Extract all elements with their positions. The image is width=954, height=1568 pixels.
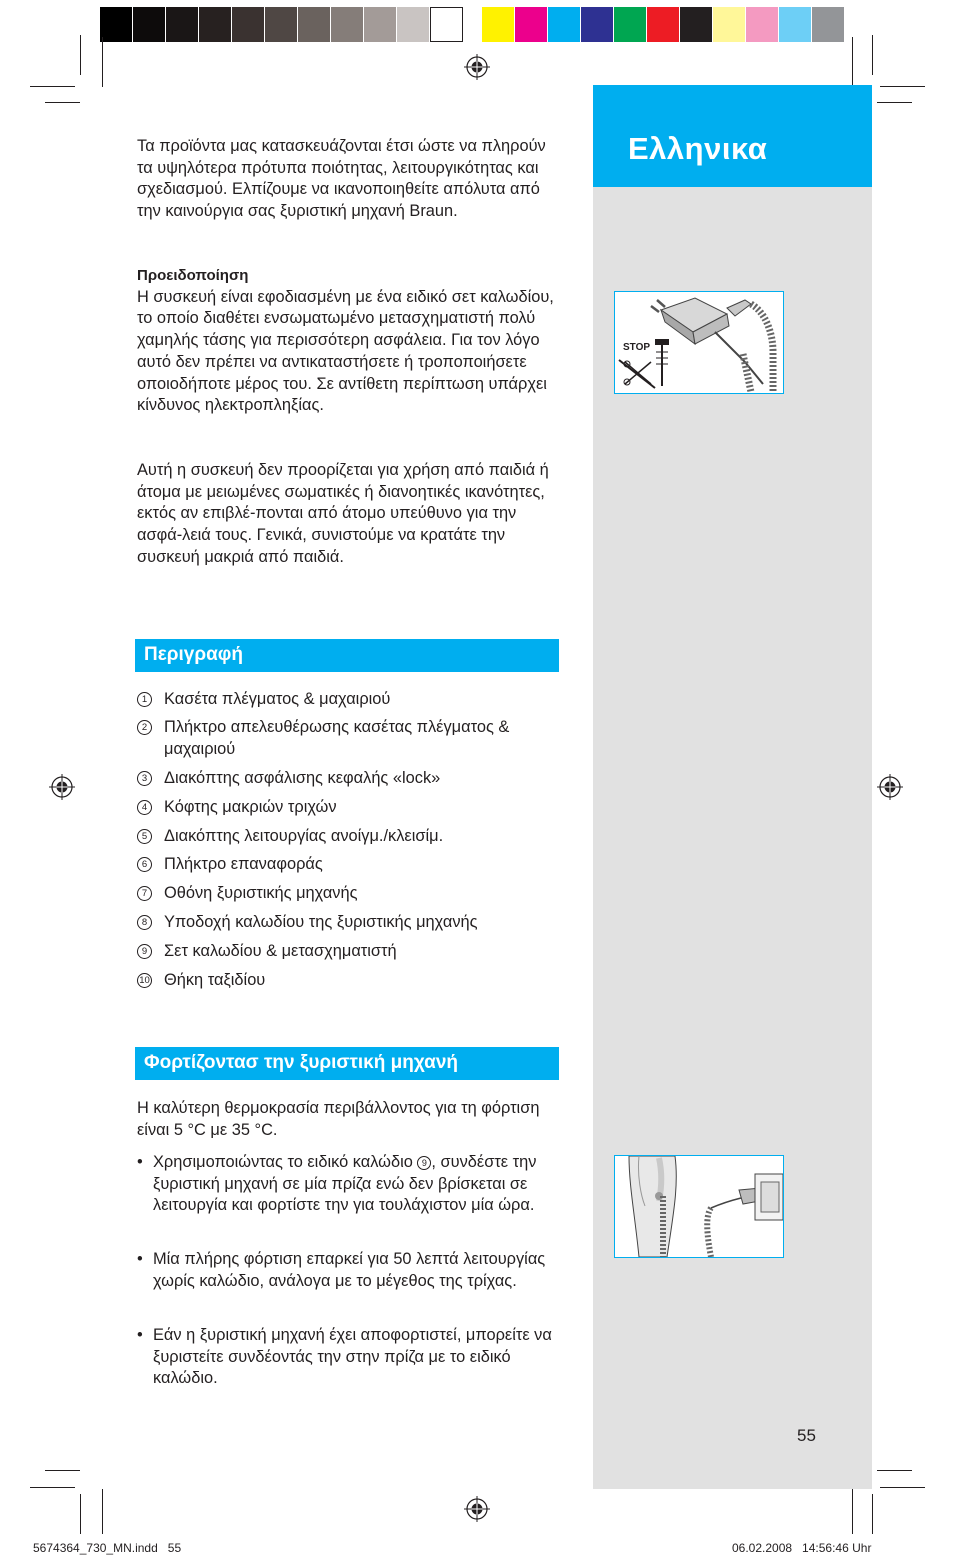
- process-swatch: [581, 7, 614, 42]
- crop-mark: [102, 37, 103, 87]
- crop-mark: [880, 86, 925, 87]
- crop-mark: [877, 102, 912, 103]
- grayscale-swatch: [298, 7, 331, 42]
- process-swatch: [548, 7, 581, 42]
- grayscale-swatch: [199, 7, 232, 42]
- process-swatch: [746, 7, 779, 42]
- footer-file-info: 5674364_730_MN.indd 55: [33, 1541, 182, 1555]
- warning-text: Η συσκευή είναι εφοδιασμένη με ένα ειδικό σετ καλωδίου, το οποίο διαθέτει ενσωματωμένο μετασχηματιστή πολύ χαμηλής τάσης για περισσότερη ασφάλεια. Για τον λόγο αυτό δεν πρέπει να αντικαταστήσετε ή τροποποιήσετε οποιοδήποτε μέρος του. Σε αντίθετη περίπτωση υπάρχει κίνδυνος ηλεκτροπληξίας.: [137, 287, 554, 415]
- warning-heading: Προειδοποίηση: [137, 267, 249, 284]
- bullet-text: Μία πλήρης φόρτιση επαρκεί για 50 λεπτά λειτουργίας χωρίς καλώδιο, ανάλογα με το μέγεθος της τρίχας.: [153, 1250, 546, 1290]
- item-number-badge: 10: [137, 973, 152, 988]
- crop-mark: [30, 86, 75, 87]
- process-swatch: [713, 7, 746, 42]
- item-label: Σετ καλωδίου & μετασχηματιστή: [164, 942, 397, 960]
- stop-label: STOP: [623, 342, 651, 353]
- crop-mark: [872, 1494, 873, 1534]
- item-label: Πλήκτρο απελευθέρωσης κασέτας πλέγματος & μαχαιριού: [164, 718, 510, 758]
- crop-mark: [80, 1494, 81, 1534]
- bullet-text-start: Χρησιμοποιώντας το ειδικό καλώδιο: [153, 1153, 418, 1171]
- temperature-paragraph: [137, 1098, 557, 1141]
- item-label: Θήκη ταξιδίου: [164, 971, 266, 989]
- item-number-badge: 6: [137, 857, 152, 872]
- grayscale-color-bar: [100, 7, 463, 42]
- shaver-charging-illustration-icon: [615, 1156, 783, 1257]
- children-text: Αυτή η συσκευή δεν προορίζεται για χρήση από παιδιά ή άτομα με μειωμένες σωματικές ή διανοητικές ικανότητες, εκτός αν επιβλέ-πονται από άτομο υπεύθυνο για την ασφά-λειά τους. Γενικά, συνιστούμε να κρατάτε την συσκευή μακριά από παιδιά.: [137, 461, 549, 566]
- crop-mark: [45, 1470, 80, 1471]
- registration-mark-icon: [49, 774, 75, 800]
- process-swatch: [482, 7, 515, 42]
- description-section-header: [135, 639, 559, 672]
- language-title: Ελληνικα: [628, 131, 768, 166]
- item-label: Υποδοχή καλωδίου της ξυριστικής μηχανής: [164, 913, 478, 931]
- charging-title: Φορτίζοντασ την ξυριστική μηχανή: [144, 1052, 459, 1073]
- bullet-dot: •: [137, 1153, 143, 1171]
- item-label: Οθόνη ξυριστικής μηχανής: [164, 884, 358, 902]
- grayscale-swatch: [364, 7, 397, 42]
- grayscale-swatch: [397, 7, 430, 42]
- crop-mark: [80, 35, 81, 75]
- crop-mark: [102, 1489, 103, 1534]
- grayscale-swatch: [100, 7, 133, 42]
- item-number-badge: 3: [137, 771, 152, 786]
- charging-section-header: [135, 1047, 559, 1080]
- grayscale-swatch: [232, 7, 265, 42]
- crop-mark: [30, 1487, 75, 1488]
- item-number-badge: 2: [137, 720, 152, 735]
- bullet-text: [153, 1152, 557, 1217]
- crop-mark: [872, 35, 873, 75]
- process-swatch: [515, 7, 548, 42]
- item-label: Κόφτης μακριών τριχών: [164, 798, 337, 816]
- intro-paragraph: [137, 136, 557, 223]
- intro-text: Τα προϊόντα μας κατασκευάζονται έτσι ώστε να πληρούν τα υψηλότερα πρότυπα ποιότητας, λειτουργικότητας και σχεδιασμού. Ελπίζουμε να ικανοποιηθείτε απόλυτα από την καινούργια σας ξυριστική μηχανή Braun.: [137, 137, 546, 221]
- process-swatch: [779, 7, 812, 42]
- process-swatch: [812, 7, 845, 42]
- item-label: Διακόπτης λειτουργίας ανοίγμ./κλεισίμ.: [164, 827, 444, 845]
- registration-mark-icon: [464, 54, 490, 80]
- process-swatch: [680, 7, 713, 42]
- item-number-badge: 8: [137, 915, 152, 930]
- crop-mark: [877, 1470, 912, 1471]
- crop-mark: [852, 1489, 853, 1534]
- grayscale-swatch: [133, 7, 166, 42]
- bullet-text-end: , συνδέστε την ξυριστική μηχανή σε μία πρίζα ενώ δεν βρίσκεται σε λειτουργία και φορτίστε την για τουλάχιστον μία ώρα.: [153, 1153, 537, 1215]
- footer-datetime: 06.02.2008 14:56:46 Uhr: [732, 1541, 872, 1555]
- item-label: Πλήκτρο επαναφοράς: [164, 855, 323, 873]
- description-title: Περιγραφή: [144, 644, 243, 665]
- item-number-badge: 7: [137, 886, 152, 901]
- grayscale-swatch: [265, 7, 298, 42]
- registration-mark-icon: [877, 774, 903, 800]
- figure-shaver-charging: [614, 1155, 784, 1258]
- crop-mark: [45, 102, 80, 103]
- bullet-text: Εάν η ξυριστική μηχανή έχει αποφορτιστεί, μπορείτε να ξυριστείτε συνδέοντάς την στην πρίζα με το ειδικό καλώδιο.: [153, 1326, 552, 1388]
- process-swatch: [614, 7, 647, 42]
- cable-number-badge: 9: [417, 1156, 431, 1170]
- item-label: Κασέτα πλέγματος & μαχαιριού: [164, 690, 391, 708]
- registration-mark-icon: [464, 1496, 490, 1522]
- warning-block: [137, 265, 557, 417]
- grayscale-swatch: [166, 7, 199, 42]
- temperature-text: Η καλύτερη θερμοκρασία περιβάλλοντος για τη φόρτιση είναι 5 °C με 35 °C.: [137, 1099, 540, 1139]
- page-number: 55: [797, 1426, 816, 1445]
- plug-transformer-illustration-icon: [615, 292, 783, 393]
- item-label: Διακόπτης ασφάλισης κεφαλής «lock»: [164, 769, 441, 787]
- item-number-badge: 1: [137, 692, 152, 707]
- crop-mark: [880, 1487, 925, 1488]
- children-paragraph: [137, 460, 557, 569]
- grayscale-swatch: [430, 7, 463, 42]
- item-number-badge: 5: [137, 829, 152, 844]
- figure-plug-transformer: [614, 291, 784, 394]
- item-number-badge: 4: [137, 800, 152, 815]
- bullet-dot: •: [137, 1250, 143, 1268]
- item-number-badge: 9: [137, 944, 152, 959]
- bullet-dot: •: [137, 1326, 143, 1344]
- grayscale-swatch: [331, 7, 364, 42]
- process-color-bar: [482, 7, 845, 42]
- process-swatch: [647, 7, 680, 42]
- crop-mark: [852, 37, 853, 87]
